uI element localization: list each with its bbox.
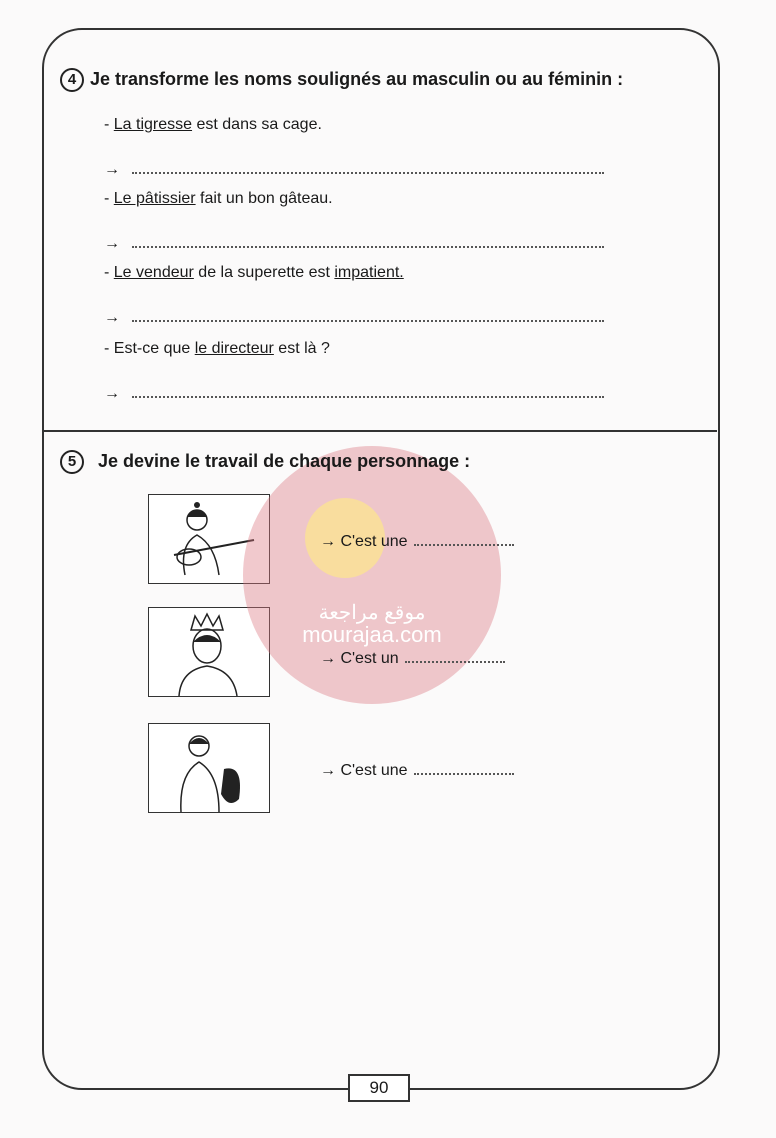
dotted-answer-blank[interactable] [132, 158, 604, 174]
arrow-icon: → [104, 235, 120, 252]
answer-line[interactable] [104, 232, 604, 253]
underlined-noun: Le vendeur [113, 264, 194, 281]
exercise-title: Je transforme les noms soulignés au masculin ou au féminin : [90, 68, 624, 89]
page-number: 90 [348, 1074, 410, 1102]
sentence [104, 264, 404, 282]
dotted-answer-blank[interactable] [132, 232, 604, 248]
sentence-text: de la superette est [193, 264, 335, 281]
sentence-text: - [104, 116, 114, 133]
sentence [104, 116, 322, 134]
exercise-5-heading [60, 450, 470, 474]
sentence-text: est dans sa cage. [192, 116, 322, 133]
sentence-text: - [104, 264, 114, 281]
answer-line[interactable] [104, 306, 604, 327]
underlined-noun: impatient. [334, 264, 404, 281]
dotted-answer-blank[interactable] [132, 382, 604, 398]
dotted-answer-blank[interactable] [414, 530, 514, 546]
sentence-text: - Est-ce que [104, 340, 195, 357]
watermark-arabic: موقع مراجعة [318, 602, 426, 624]
underlined-noun: La tigresse [113, 116, 193, 133]
dotted-answer-blank[interactable] [132, 306, 604, 322]
answer-prompt: → C'est une [320, 533, 408, 550]
cook-picture [148, 723, 270, 813]
dotted-answer-blank[interactable] [405, 647, 505, 663]
arrow-icon: → [104, 161, 120, 178]
watermark-site: mourajaa.com [302, 622, 442, 647]
sentence-text: fait un bon gâteau. [195, 190, 333, 207]
answer-line[interactable] [104, 158, 604, 179]
exercise-title: Je devine le travail de chaque personnage : [98, 450, 471, 471]
profession-answer[interactable] [320, 759, 514, 780]
underlined-noun: Le pâtissier [113, 190, 196, 207]
dotted-answer-blank[interactable] [414, 759, 514, 775]
exercise-4-heading [60, 68, 623, 92]
exercise-number: 5 [60, 450, 84, 474]
profession-answer[interactable] [320, 647, 505, 668]
arrow-icon: → [104, 385, 120, 402]
exercise-number: 4 [60, 68, 84, 92]
answer-prompt: → C'est une [320, 762, 408, 779]
profession-answer[interactable] [320, 530, 514, 551]
section-divider [43, 430, 717, 432]
answer-line[interactable] [104, 382, 604, 403]
sentence-text: est là ? [273, 340, 330, 357]
sentence [104, 340, 330, 358]
sentence-text: - [104, 190, 114, 207]
answer-prompt: → C'est un [320, 650, 399, 667]
arrow-icon: → [104, 309, 120, 326]
sentence [104, 190, 333, 208]
underlined-noun: le directeur [194, 340, 274, 357]
